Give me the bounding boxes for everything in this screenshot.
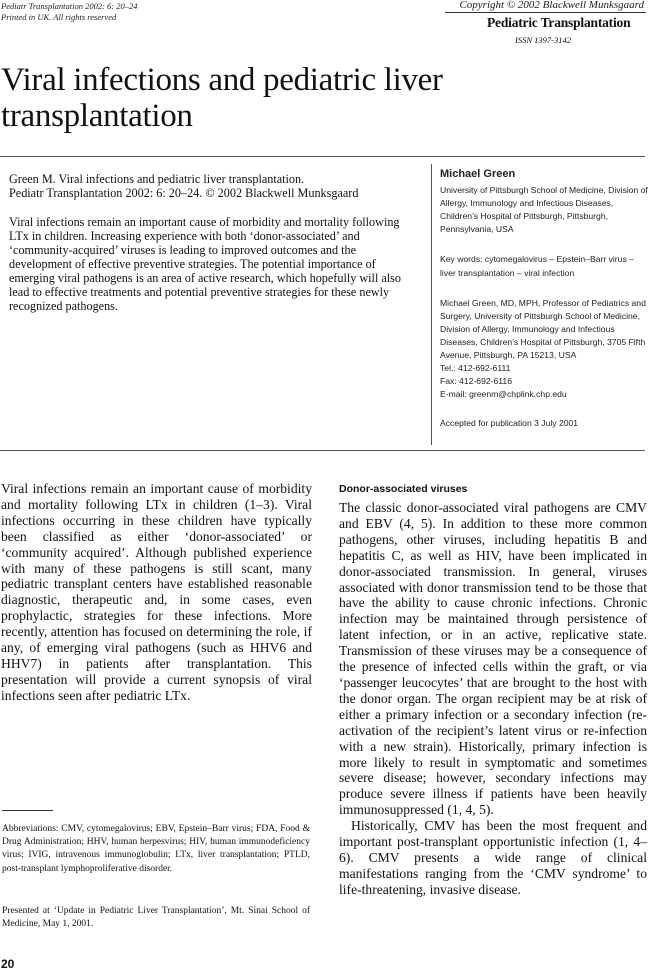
footnote-rule (2, 810, 53, 811)
abbreviations-text: Abbreviations: CMV, cytomegalovirus; EBV, Epstein–Barr virus; FDA, Food & Drug Administration; HHV, human herpesvirus; HIV, human immunodeficiency virus; IVIG, intravenous immunoglobulin; LTx, liver transplantation; PTLD, post-transplant lymphoproliferative disorder. (2, 824, 310, 874)
abstract (9, 172, 416, 313)
correspondence-address: Michael Green, MD, MPH, Professor of Pediatrics and Surgery, University of Pittsburgh School of Medicine, Division of Allergy, Immunology and Infectious Diseases, Children’s Hospital of Pittsburgh, 3705 Fifth Avenue, Pittsburgh, PA 15213, USA (440, 297, 646, 361)
author-sidebar (440, 168, 648, 431)
intro-column (1, 481, 312, 704)
copyright-notice: Copyright © 2002 Blackwell Munksgaard (445, 0, 646, 13)
abstract-citation-line1: Green M. Viral infections and pediatric liver transplantation. (9, 172, 305, 186)
section-paragraph-2: Historically, CMV has been the most frequent and important post-transplant opportunistic infection (1, 4–6). CMV presents a wide range of clinical manifestations ranging from the ‘CMV syndrome’ to life-threatening, invasive disease. (339, 818, 647, 897)
column-divider (431, 164, 432, 445)
keywords: Key words: cytomegalovirus – Epstein–Barr virus – liver transplantation – viral infection (440, 254, 634, 278)
intro-paragraph: Viral infections remain an important cause of morbidity and mortality following LTx in children (1–3). Viral infections occurring in these children have typically been classified as either ‘donor-associated’ or ‘community acquired’. Although published experience with many of these pathogens is still scant, many pediatric transplant centers have established reasonable diagnostic, therapeutic and, in some cases, even prophylactic, strategies for these infections. More recently, attention has focused on determining the role, if any, of emerging viral pathogens (such as HHV6 and HHV7) in patients after transplantation. This presentation will provide a current synopsis of viral infections seen after pediatric LTx. (1, 481, 312, 703)
author-affiliation: University of Pittsburgh School of Medicine, Division of Allergy, Immunology and Infectious Diseases, Children’s Hospital of Pittsburgh, Pittsburgh, Pennsylvania, USA (440, 185, 648, 235)
telephone: Tel.: 412-692-6111 (440, 363, 511, 374)
page-number: 20 (1, 957, 15, 971)
abstract-citation-line2: Pediatr Transplantation 2002: 6: 20–24. © 2002 Blackwell Munksgaard (9, 186, 359, 200)
journal-name: Pediatric Transplantation (487, 15, 631, 30)
abstract-text: Viral infections remain an important cause of morbidity and mortality following LTx in children. Increasing experience with both ‘donor-associated’ and ‘community-acquired’ viruses is leading to improved outcomes and the development of effective preventive strategies. The potential importance of emerging viral pathogens is an area of active research, which hopefully will also lead to effective treatments and potential preventive strategies for these newly recognized pathogens. (9, 215, 402, 313)
fax: Fax: 412-692-6116 (440, 376, 512, 387)
issn: ISSN 1397-3142 (515, 35, 571, 45)
author-name: Michael Green (440, 168, 516, 180)
article-title: Viral infections and pediatric liver transplantation (1, 62, 443, 134)
email[interactable]: E-mail: greenm@chplink.chp.edu (440, 389, 567, 400)
presented-footnote (2, 905, 310, 931)
abstract-citation (9, 172, 416, 200)
printed-note: Printed in UK. All rights reserved (1, 12, 117, 22)
section-paragraph-1: The classic donor-associated viral pathogens are CMV and EBV (4, 5). In addition to these more common pathogens, other viruses, including hepatitis B and hepatitis C, as well as HIV, have been implicated in donor-associated transmission. In general, viruses associated with donor transmission tend to be those that have the ability to cause chronic infections. Chronic infection may be maintained through persistence of latent infection, or in an active, replicative state. Transmission of these viruses may be a consequence of the presence of infected cells within the graft, or via ‘passenger leucocytes’ that are brought to the host with the donor organ. The organ recipient may be at risk of either a primary infection or a secondary infection (re-activation of the recipient’s latent virus or re-infection with a new strain). Historically, primary infection is more likely to result in symptomatic and sometimes severe disease; however, secondary infections may produce severe illness if patients have been heavily immunosuppressed (1, 4, 5). (339, 500, 647, 818)
abbreviations-footnote (2, 823, 310, 876)
section-heading: Donor-associated viruses (339, 483, 468, 495)
journal-citation: Pediatr Transplantation 2002: 6: 20–24 (1, 1, 138, 11)
right-column (339, 500, 647, 898)
presented-text: Presented at ‘Update in Pediatric Liver Transplantation’, Mt. Sinai School of Medicine, May 1, 2001. (2, 906, 310, 930)
accepted-date: Accepted for publication 3 July 2001 (440, 418, 579, 429)
